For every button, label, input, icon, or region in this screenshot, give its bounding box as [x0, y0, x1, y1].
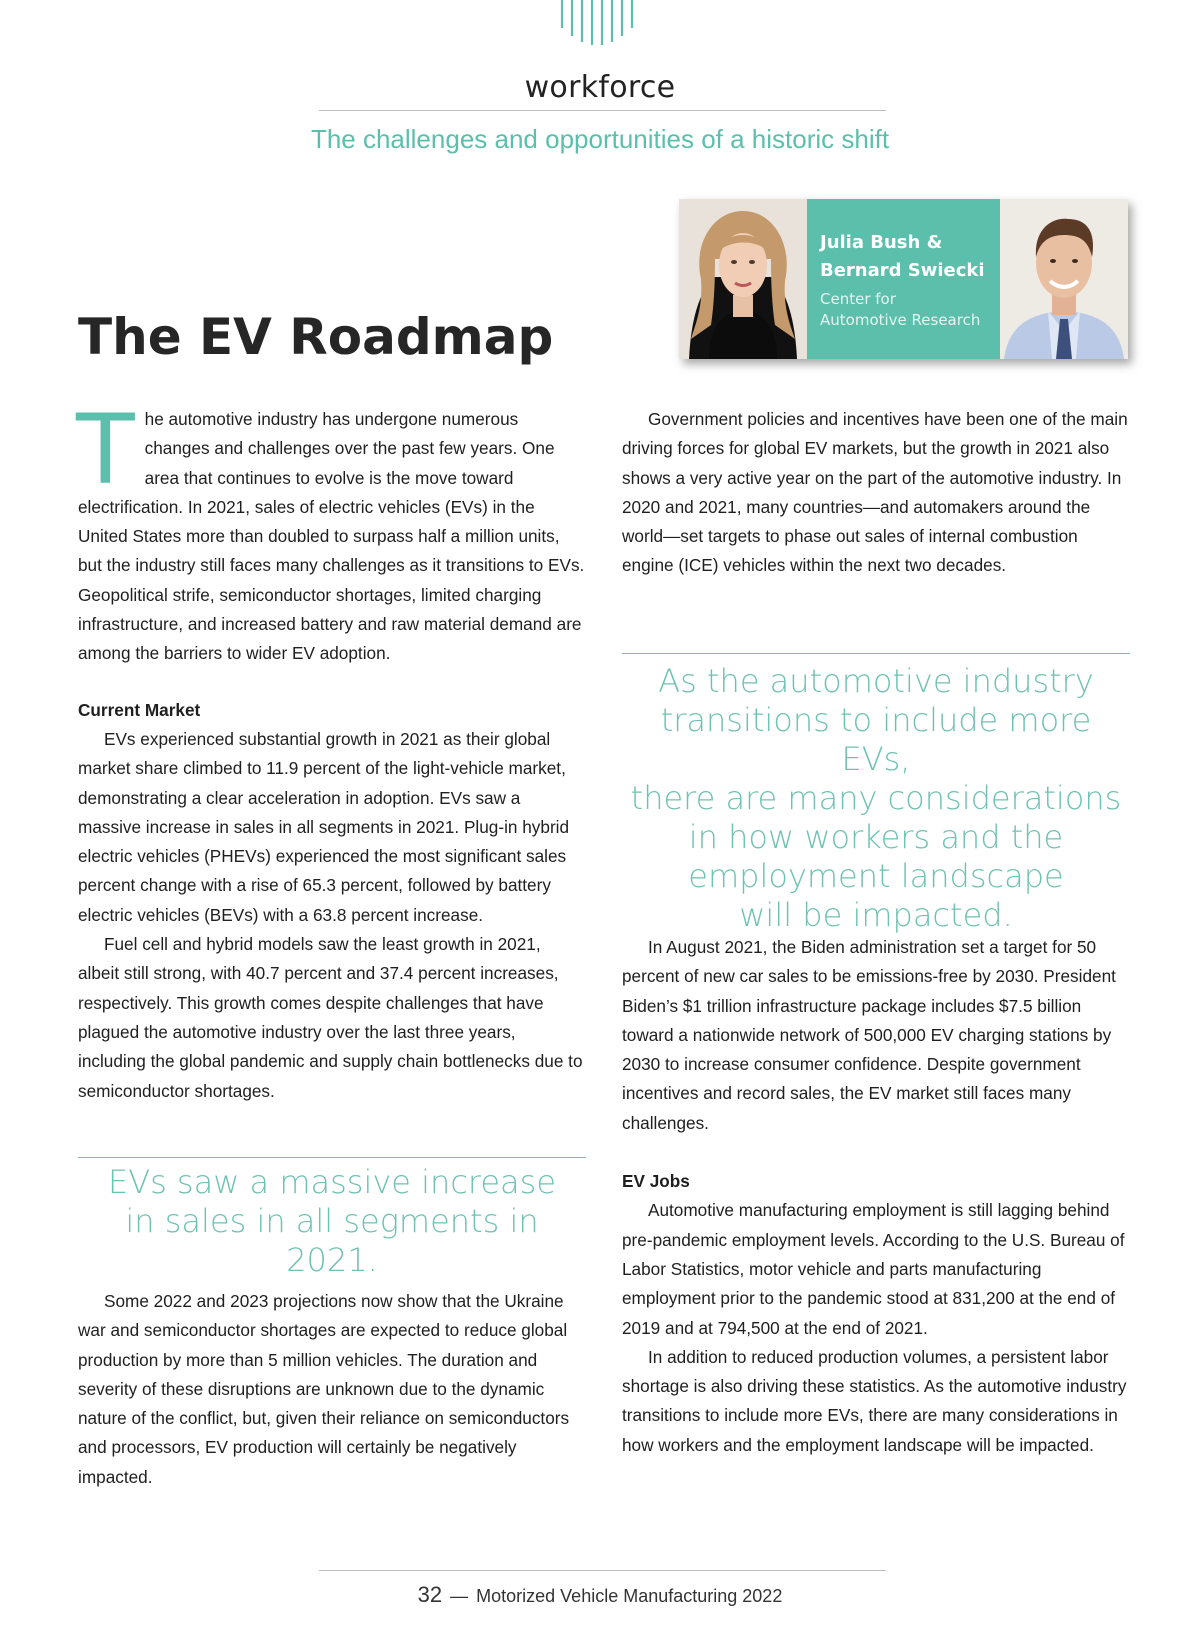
pullquote-right-line1: As the automotive industry	[658, 662, 1094, 700]
header-divider	[319, 110, 886, 111]
author-name-line2: Bernard Swiecki	[820, 260, 985, 281]
pullquote-right-line6: will be impacted.	[739, 896, 1013, 934]
author-name-line1: Julia Bush &	[820, 232, 943, 253]
government-section	[622, 405, 1130, 581]
pullquote-left-line2: in sales in all segments in 2021.	[125, 1202, 539, 1279]
current-market-heading: Current Market	[78, 699, 201, 720]
intro-paragraph	[76, 394, 586, 669]
projections-section	[78, 1287, 586, 1492]
current-market-paragraph-2: Fuel cell and hybrid models saw the least growth in 2021, albeit still strong, with 40.7 percent and 37.4 percent increases, respectively. This growth comes despite challenges that have plagued the automotive industry over the last three years, including the global pandemic and supply chain bottlenecks due to semiconductor shortages.	[78, 934, 583, 1101]
current-market-paragraph-1: EVs experienced substantial growth in 2021 as their global market share climbed to 11.9 percent of the light-vehicle market, demonstrating a clear acceleration in adoption. EVs saw a massive increase in sales in all segments in 2021. Plug-in hybrid electric vehicles (PHEVs) experienced the most significant sales percent change with a rise of 65.3 percent, followed by battery electric vehicles (BEVs) with a 63.8 percent increase.	[78, 728, 570, 925]
author-affiliation-line2: Automotive Research	[820, 311, 981, 329]
projections-paragraph: Some 2022 and 2023 projections now show that the Ukraine war and semiconductor shortages are expected to reduce global production by more than 5 million vehicles. The duration and severity of these disruptions are unknown due to the dynamic nature of the conflict, but, given their reliance on semiconductors and processors, EV production will certainly be negatively impacted.	[78, 1291, 570, 1487]
author-photo-julia	[679, 199, 807, 359]
intro-text: he automotive industry has undergone numerous changes and challenges over the past few years. One area that continues to evolve is the move toward electrification. In 2021, sales of electric vehicles (EVs) in the United States more than doubled to surpass half a million units, but the industry still faces many challenges as it transitions to EVs. Geopolitical strife, semiconductor shortages, limited charging infrastructure, and increased battery and raw material demand are among the barriers to wider EV adoption.	[78, 409, 585, 664]
page-footer	[0, 1582, 1200, 1608]
author-info	[807, 199, 1000, 359]
page-number: 32	[417, 1582, 443, 1607]
pullquote-left-divider	[78, 1157, 586, 1158]
section-subtitle: The challenges and opportunities of a historic shift	[310, 124, 890, 154]
pullquote-left-line1: EVs saw a massive increase	[107, 1163, 557, 1201]
pullquote-right-line2: transitions to include more EVs,	[660, 701, 1092, 778]
pullquote-right	[622, 662, 1130, 935]
publication-title: Motorized Vehicle Manufacturing 2022	[476, 1586, 783, 1606]
policy-and-jobs-section	[622, 933, 1130, 1460]
author-photo-bernard	[1000, 199, 1128, 359]
pullquote-right-line4: in how workers and the	[688, 818, 1064, 856]
footer-separator: —	[450, 1586, 469, 1606]
intro-section	[76, 394, 586, 1106]
author-affiliation-line1: Center for	[820, 290, 896, 308]
pullquote-right-divider	[622, 653, 1130, 654]
pullquote-right-line5: employment landscape	[688, 857, 1064, 895]
article-title: The EV Roadmap	[78, 308, 554, 366]
drop-cap: T	[76, 394, 135, 506]
government-paragraph: Government policies and incentives have been one of the main driving forces for global EV markets, but the growth in 2021 also shows a very active year on the part of the automotive industry. In 2020 and 2021, many countries—and automakers around the world—set targets to phase out sales of internal combustion engine (ICE) vehicles within the next two decades.	[622, 409, 1128, 576]
author-card	[679, 199, 1128, 359]
pullquote-right-line3: there are many considerations	[630, 779, 1122, 817]
ev-jobs-paragraph-2: In addition to reduced production volumes, a persistent labor shortage is also driving these statistics. As the automotive industry transitions to include more EVs, there are many considerations in how workers and the employment landscape will be impacted.	[622, 1346, 1127, 1455]
pullquote-left	[78, 1163, 586, 1280]
decorative-lines	[559, 0, 641, 48]
ev-jobs-paragraph-1: Automotive manufacturing employment is still lagging behind pre-pandemic employment levels. According to the U.S. Bureau of Labor Statistics, motor vehicle and parts manufacturing employment prior to the pandemic stood at 831,200 at the end of 2019 and at 794,500 at the end of 2021.	[622, 1200, 1125, 1338]
footer-divider	[319, 1570, 886, 1571]
biden-paragraph: In August 2021, the Biden administration set a target for 50 percent of new car sales to be emissions-free by 2030. President Biden’s $1 trillion infrastructure package includes $7.5 billion toward a nationwide network of 500,000 EV charging stations by 2030 to increase consumer confidence. Despite government incentives and record sales, the EV market still faces many challenges.	[622, 937, 1116, 1133]
section-name: workforce	[524, 70, 676, 105]
ev-jobs-heading: EV Jobs	[622, 1171, 690, 1192]
